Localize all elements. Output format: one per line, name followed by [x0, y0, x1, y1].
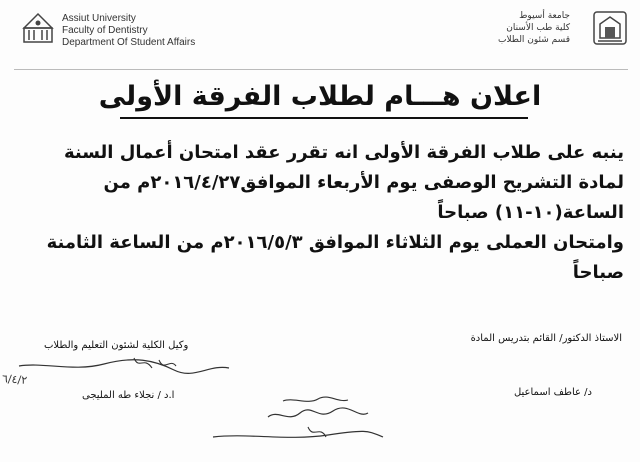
department-name-en: Department Of Student Affairs [62, 37, 196, 48]
vice-dean-name: ا.د / نجلاء طه المليجى [82, 390, 175, 401]
announcement-paragraph-2: وامتحان العملى يوم الثلاثاء الموافق ٢٠١٦/٥/٣م من الساعة الثامنة صباحاً [46, 232, 624, 283]
title-underline [120, 117, 528, 119]
faculty-name-ar: كلية طب الأسنان [506, 23, 570, 33]
professor-title: الاستاذ الدكتور/ القائم بتدريس المادة [470, 333, 622, 344]
university-name-ar: جامعة أسيوط [519, 11, 570, 21]
faculty-name-en: Faculty of Dentistry [62, 25, 148, 36]
header-english [62, 13, 195, 49]
department-name-ar: قسم شئون الطلاب [497, 35, 570, 45]
header-arabic [498, 10, 570, 46]
announcement-title: اعلان هـــام لطلاب الفرقة الأولى [98, 81, 542, 112]
announcement-paragraph-1: ينبه على طلاب الفرقة الأولى انه تقرر عقد امتحان أعمال السنة لمادة التشريح الوصفى يوم الأربعاء الموافق٢٠١٦/٤/٢٧م من الساعة(١٠-١١) صباحاً [63, 142, 624, 223]
professor-signature [208, 395, 388, 450]
university-seal-icon [18, 8, 58, 48]
header-divider [14, 69, 628, 70]
professor-name: د/ عاطف اسماعيل [513, 387, 592, 398]
university-name-en: Assiut University [62, 13, 136, 24]
faculty-seal-icon [590, 8, 630, 48]
handwritten-date: ٦/٤/٢ [1, 372, 28, 387]
vice-dean-signature [14, 352, 234, 382]
vice-dean-title: وكيل الكلية لشئون التعليم والطلاب [44, 340, 189, 351]
announcement-body [14, 138, 624, 288]
